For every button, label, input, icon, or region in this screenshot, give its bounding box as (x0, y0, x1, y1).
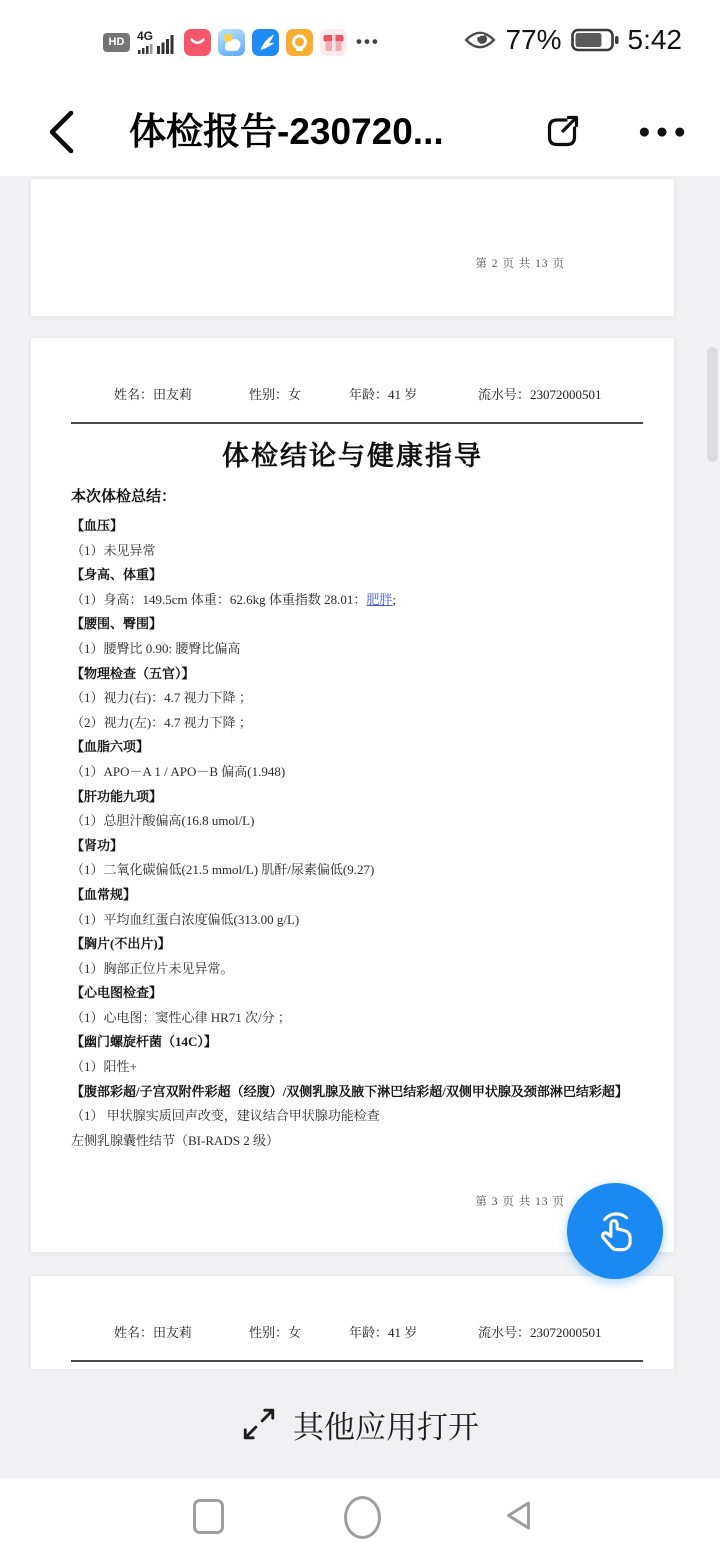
doc-finding-item (71, 908, 649, 933)
patient-header-field: 姓名：田友莉 (114, 1325, 193, 1340)
doc-section-heading (71, 662, 649, 687)
doc-finding-item (71, 711, 649, 736)
doc-section-heading (71, 785, 649, 810)
patient-header-field: 性别：女 (249, 387, 302, 402)
doc-line-text: 【物理检查（五官）】 (71, 665, 195, 681)
patient-header-row (31, 1322, 674, 1342)
pdf-page-3 (30, 337, 675, 1253)
share-icon[interactable] (540, 110, 584, 154)
doc-line-text: （1）总胆汁酸偏高(16.8 umol/L) (71, 813, 255, 829)
back-triangle-icon[interactable] (503, 1499, 532, 1532)
summary-heading: 本次体检总结： (71, 489, 177, 505)
findings-list (71, 514, 649, 1153)
doc-line-text: 【胸片(不出片)】 (71, 936, 171, 952)
pdf-page-2 (30, 178, 675, 317)
back-icon[interactable] (44, 109, 78, 155)
clock: 5:42 (627, 24, 682, 55)
weather-notification-icon (218, 29, 245, 56)
doc-finding-item (71, 686, 649, 711)
doc-section-heading (71, 612, 649, 637)
doc-line-text: 【腹部彩超/子宫双附件彩超（经腹）/双侧乳腺及腋下淋巴结彩超/双侧甲状腺及颈部淋巴结彩超】 (71, 1083, 628, 1099)
gesture-hand-icon (586, 1202, 644, 1260)
doc-line-text: 【血压】 (71, 518, 124, 533)
open-with-other-apps-button[interactable] (0, 1370, 720, 1478)
battery-percent: 77% (505, 24, 562, 55)
patient-header-field: 年龄：41 岁 (349, 387, 418, 402)
status-right-cluster (464, 22, 682, 58)
docs-notification-icon (252, 29, 279, 56)
document-title: 体检报告-230720... (129, 111, 444, 152)
app-nav-bar (0, 88, 720, 176)
doc-line-text: （1）身高：149.5cm 体重：62.6kg 体重指数 28.01： (71, 591, 367, 607)
doc-line-text: （1）APO－A 1 / APO－B 偏高(1.948) (71, 763, 286, 779)
open-external-icon (241, 1406, 277, 1442)
patient-header-field: 姓名：田友莉 (114, 387, 193, 402)
doc-finding-item (71, 957, 649, 982)
doc-line-text: （1）胸部正位片未见异常。 (71, 960, 234, 976)
doc-finding-item (71, 539, 649, 564)
page-number: 第 3 页 共 13 页 (475, 1196, 565, 1208)
status-bar (0, 0, 720, 88)
doc-line-text: 【幽门螺旋杆菌（14C）】 (71, 1034, 217, 1050)
doc-finding-item (71, 1006, 649, 1031)
doc-line-text: 【肾功】 (71, 837, 124, 853)
gesture-fab[interactable] (567, 1183, 663, 1279)
doc-finding-item (71, 1104, 649, 1129)
svg-text:4G: 4G (137, 28, 154, 43)
doc-finding-item (71, 858, 649, 883)
signal-4g-icon (137, 29, 177, 56)
patient-header-field: 年龄：41 岁 (349, 1325, 418, 1340)
doc-line-text: （1）视力(右)：4.7 视力下降 ； (71, 690, 252, 706)
doc-line-text: 【血脂六项】 (71, 739, 150, 755)
doc-line-text: 【腰围、臀围】 (71, 616, 163, 632)
tips-notification-icon (286, 29, 313, 56)
home-icon[interactable] (344, 1496, 381, 1539)
page-number: 第 2 页 共 13 页 (475, 258, 565, 270)
scrollbar-thumb[interactable] (707, 347, 718, 462)
header-divider (71, 1360, 643, 1362)
recents-icon[interactable] (193, 1499, 224, 1534)
status-left-cluster (103, 27, 380, 57)
more-menu-icon[interactable]: ●●● (638, 120, 692, 143)
doc-line-text: （1）二氧化碳偏低(21.5 mmol/L) 肌酐/尿素偏低(9.27) (71, 862, 375, 878)
eye-comfort-icon (464, 29, 496, 51)
doc-line-text: 【身高、体重】 (71, 567, 163, 583)
patient-header-field: 流水号：23072000501 (478, 1325, 602, 1340)
doc-finding-item (71, 1055, 649, 1080)
patient-header-field: 流水号：23072000501 (478, 387, 602, 402)
more-notifications-icon: ••• (356, 32, 380, 51)
doc-line-text: 【血常规】 (71, 886, 137, 902)
doc-section-heading (71, 932, 649, 957)
doc-line-text: （1） 甲状腺实质回声改变，建议结合甲状腺功能检查 (71, 1108, 380, 1124)
doc-line-text: 【心电图检查】 (71, 985, 163, 1001)
doc-section-heading (71, 981, 649, 1006)
doc-section-heading (71, 1030, 649, 1055)
doc-line-text: （1）腰臀比 0.90: 腰臀比偏高 (71, 640, 241, 656)
doc-section-heading (71, 735, 649, 760)
doc-finding-item (71, 588, 649, 613)
doc-line-text: 【肝功能九项】 (71, 788, 163, 804)
doc-section-heading (71, 834, 649, 859)
hd-badge: HD (103, 33, 130, 52)
pdf-page-4 (30, 1275, 675, 1370)
doc-line-text: （1）心电图：窦性心律 HR71 次/分 ； (71, 1009, 291, 1025)
header-divider (71, 422, 643, 424)
doc-finding-item (71, 637, 649, 662)
parcel-notification-icon (320, 29, 347, 56)
doc-finding-item (71, 760, 649, 785)
android-nav-bar (0, 1478, 720, 1560)
open-with-label: 其他应用打开 (293, 1409, 479, 1445)
doc-line-text: （2）视力(左)：4.7 视力下降 ； (71, 714, 252, 730)
doc-section-heading (71, 563, 649, 588)
doc-line-text: （1）平均血红蛋白浓度偏低(313.00 g/L) (71, 911, 300, 927)
doc-line-text: 左侧乳腺囊性结节（BI-RADS 2 级） (71, 1132, 280, 1148)
patient-header-row (31, 384, 674, 404)
report-section-title: 体检结论与健康指导 (222, 441, 483, 471)
doc-section-heading (71, 514, 649, 539)
doc-finding-item (71, 809, 649, 834)
appstore-notification-icon (184, 29, 211, 56)
doc-section-heading (71, 1080, 649, 1105)
doc-line-text: （1）阳性+ (71, 1059, 137, 1075)
doc-line-text: （1）未见异常 (71, 542, 156, 558)
doc-section-heading (71, 883, 649, 908)
doc-line-text: ; (392, 591, 397, 607)
battery-icon (571, 28, 619, 52)
obesity-link[interactable]: 肥胖 (366, 591, 393, 607)
patient-header-field: 性别：女 (249, 1325, 302, 1340)
doc-finding-item (71, 1129, 649, 1154)
